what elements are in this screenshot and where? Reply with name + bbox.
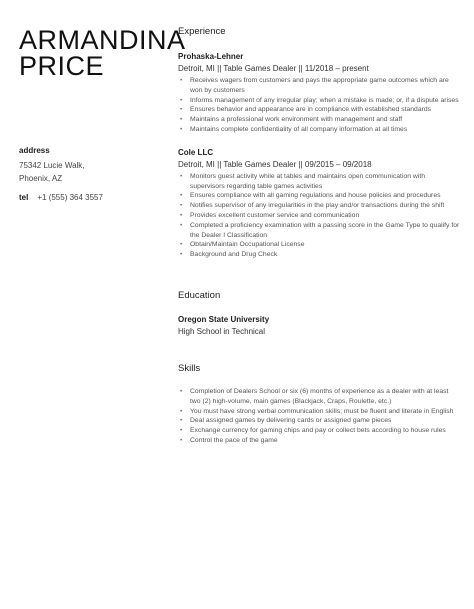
- last-name: PRICE: [19, 51, 105, 81]
- list-item: • Ensures compliance with all gaming regulations and house policies and procedures: [178, 191, 460, 201]
- right-column: [178, 26, 460, 446]
- job-meta: Detroit, MI || Table Games Dealer || 09/2015 – 09/2018: [178, 159, 372, 169]
- list-item: • Ensures behavior and appearance are in compliance with established standards: [178, 105, 460, 115]
- job-entry: [178, 148, 460, 260]
- address-line-1: 75342 Lucie Walk,: [19, 161, 85, 170]
- list-item: • Notifies supervisor of any irregularities in the play and/or transactions during the shift: [178, 201, 460, 211]
- list-item: • You must have strong verbal communication skills; must be fluent and literate in English: [178, 407, 460, 417]
- list-item: • Monitors guest activity while at tables and maintains open communication with supervisors regarding table games activities: [178, 172, 460, 192]
- skills-heading: Skills: [178, 362, 201, 374]
- education-school: Oregon State University: [178, 314, 270, 324]
- tel-label: tel: [19, 193, 29, 202]
- skills-list: [178, 387, 460, 446]
- job-company: Prohaska-Lehner: [178, 52, 244, 61]
- list-item: • Receives wagers from customers and pays the appropriate game outcomes which are won by customers: [178, 76, 460, 96]
- experience-heading: Experience: [178, 26, 226, 37]
- first-name: ARMANDINA: [19, 25, 186, 55]
- list-item: • Obtain/Maintain Occupational License: [178, 240, 460, 250]
- tel-value: +1 (555) 364 3557: [37, 193, 103, 202]
- job-bullets: [178, 172, 460, 260]
- list-item: • Completed a proficiency examination with a passing score in the Game Type to qualify for the Dealer I Classification: [178, 221, 460, 241]
- job-bullets: [178, 76, 460, 135]
- list-item: • Completion of Dealers School or six (6) months of experience as a dealer with at least two (2) high-volume, main games (Blackjack, Craps, Roulette, etc.): [178, 387, 460, 407]
- address-block: [19, 144, 85, 185]
- job-company: Cole LLC: [178, 147, 214, 157]
- address-label: address: [19, 146, 50, 155]
- education-degree: High School in Technical: [178, 326, 266, 336]
- list-item: • Deal assigned games by delivering cards or assigned game pieces: [178, 416, 460, 426]
- job-meta: Detroit, MI || Table Games Dealer || 11/2018 – present: [178, 64, 369, 73]
- list-item: • Exchange currency for gaming chips and pay or collect bets according to house rules: [178, 426, 460, 436]
- list-item: • Maintains a professional work environment with management and staff: [178, 115, 460, 125]
- list-item: • Background and Drug Check: [178, 250, 460, 260]
- candidate-name: [19, 27, 186, 79]
- education-heading: Education: [178, 289, 221, 301]
- tel-block: [19, 193, 103, 202]
- address-line-2: Phoenix, AZ: [19, 174, 63, 183]
- job-entry: [178, 52, 460, 135]
- list-item: • Maintains complete confidentiality of all company information at all times: [178, 125, 460, 135]
- list-item: • Provides excellent customer service and communication: [178, 211, 460, 221]
- list-item: • Control the pace of the game: [178, 436, 460, 446]
- list-item: • Informs management of any irregular play; when a mistake is made; or, if a dispute arises: [178, 96, 460, 106]
